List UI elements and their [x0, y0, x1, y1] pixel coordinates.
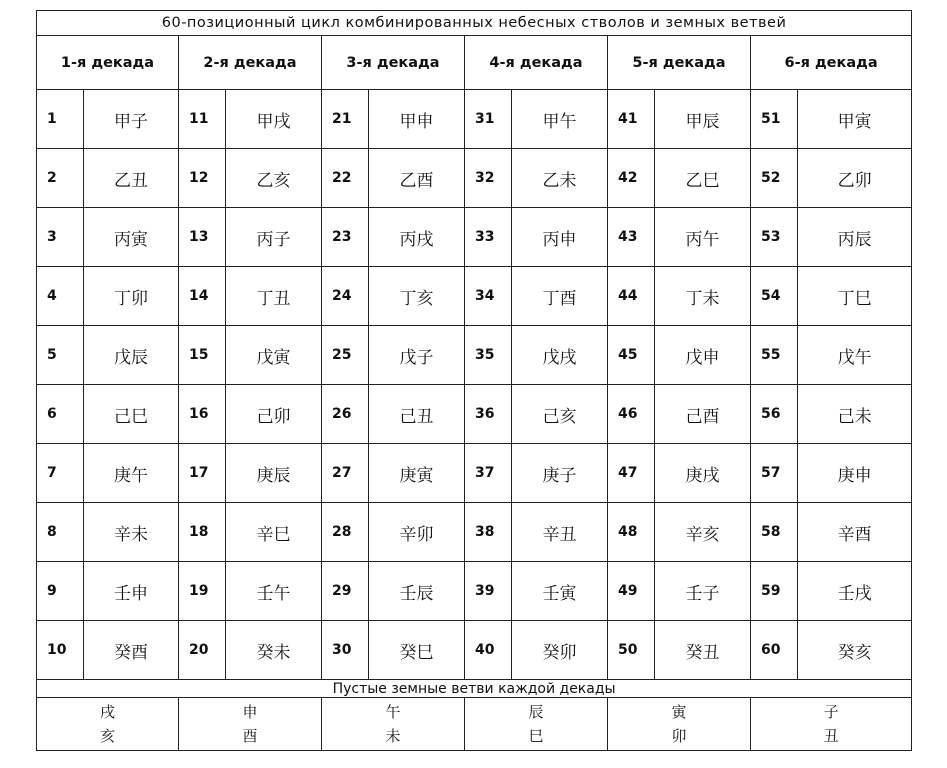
empty-branch: 卯: [671, 727, 687, 745]
cycle-number: 22: [322, 149, 369, 208]
stem-branch-pair: 甲辰: [655, 90, 751, 149]
cycle-number: 41: [608, 90, 655, 149]
stem-branch-pair: 癸未: [226, 621, 322, 680]
stem-branch-pair: 丁酉: [512, 267, 608, 326]
table-row: [37, 621, 912, 680]
stem-branch-pair: 壬寅: [512, 562, 608, 621]
cycle-number: 38: [465, 503, 512, 562]
stem-branch-pair: 己丑: [369, 385, 465, 444]
cycle-number: 11: [179, 90, 226, 149]
cycle-number: 3: [37, 208, 84, 267]
cycle-number: 5: [37, 326, 84, 385]
cycle-number: 20: [179, 621, 226, 680]
table-row: [37, 208, 912, 267]
cycle-number: 18: [179, 503, 226, 562]
empty-branch: 丑: [823, 727, 839, 745]
stem-branch-pair: 辛亥: [655, 503, 751, 562]
empty-branch-pair: [608, 698, 751, 751]
stem-branch-pair: 丙戌: [369, 208, 465, 267]
cycle-number: 52: [751, 149, 798, 208]
stem-branch-pair: 乙丑: [84, 149, 179, 208]
stem-branch-pair: 壬子: [655, 562, 751, 621]
stem-branch-pair: 丙寅: [84, 208, 179, 267]
stem-branch-pair: 甲申: [369, 90, 465, 149]
stem-branch-pair: 戊午: [798, 326, 912, 385]
cycle-number: 59: [751, 562, 798, 621]
cycle-number: 36: [465, 385, 512, 444]
cycle-number: 49: [608, 562, 655, 621]
cycle-number: 8: [37, 503, 84, 562]
cycle-number: 10: [37, 621, 84, 680]
table-title: 60-позиционный цикл комбинированных небесных стволов и земных ветвей: [37, 11, 912, 36]
cycle-number: 33: [465, 208, 512, 267]
stem-branch-pair: 己酉: [655, 385, 751, 444]
cycle-number: 24: [322, 267, 369, 326]
stem-branch-pair: 戊申: [655, 326, 751, 385]
stem-branch-pair: 丁亥: [369, 267, 465, 326]
cycle-number: 51: [751, 90, 798, 149]
stem-branch-pair: 戊辰: [84, 326, 179, 385]
stem-branch-pair: 甲寅: [798, 90, 912, 149]
stem-branch-pair: 癸巳: [369, 621, 465, 680]
cycle-number: 44: [608, 267, 655, 326]
table-row: [37, 385, 912, 444]
stem-branch-pair: 庚子: [512, 444, 608, 503]
stem-branch-pair: 癸酉: [84, 621, 179, 680]
empty-branch: 巳: [528, 727, 544, 745]
cycle-sheet: [36, 10, 911, 758]
cycle-number: 54: [751, 267, 798, 326]
cycle-number: 1: [37, 90, 84, 149]
stem-branch-pair: 己卯: [226, 385, 322, 444]
empty-branch: 午: [385, 703, 401, 721]
stem-branch-pair: 乙亥: [226, 149, 322, 208]
cycle-number: 9: [37, 562, 84, 621]
stem-branch-pair: 己巳: [84, 385, 179, 444]
stem-branch-pair: 丁巳: [798, 267, 912, 326]
stem-branch-pair: 癸卯: [512, 621, 608, 680]
stem-branch-pair: 己亥: [512, 385, 608, 444]
stem-branch-pair: 丁卯: [84, 267, 179, 326]
table-row: [37, 503, 912, 562]
table-row: [37, 562, 912, 621]
stem-branch-pair: 戊寅: [226, 326, 322, 385]
table-row: [37, 326, 912, 385]
stem-branch-pair: 乙卯: [798, 149, 912, 208]
stem-branch-pair: 甲戌: [226, 90, 322, 149]
stem-branch-pair: 辛未: [84, 503, 179, 562]
stem-branch-pair: 庚寅: [369, 444, 465, 503]
cycle-number: 2: [37, 149, 84, 208]
cycle-number: 29: [322, 562, 369, 621]
empty-branch: 子: [823, 703, 839, 721]
cycle-number: 45: [608, 326, 655, 385]
empty-branch-pair: [37, 698, 179, 751]
cycle-number: 57: [751, 444, 798, 503]
cycle-number: 37: [465, 444, 512, 503]
empty-branch: 寅: [671, 703, 687, 721]
cycle-number: 53: [751, 208, 798, 267]
stem-branch-pair: 庚戌: [655, 444, 751, 503]
cycle-number: 55: [751, 326, 798, 385]
decade-header: 6-я декада: [751, 36, 912, 90]
stem-branch-pair: 癸丑: [655, 621, 751, 680]
cycle-number: 23: [322, 208, 369, 267]
stem-branch-pair: 乙巳: [655, 149, 751, 208]
cycle-number: 48: [608, 503, 655, 562]
cycle-number: 43: [608, 208, 655, 267]
stem-branch-pair: 辛巳: [226, 503, 322, 562]
cycle-number: 31: [465, 90, 512, 149]
stem-branch-pair: 辛酉: [798, 503, 912, 562]
cycle-number: 4: [37, 267, 84, 326]
empty-branch: 辰: [528, 703, 544, 721]
stem-branch-pair: 壬午: [226, 562, 322, 621]
stem-branch-pair: 乙酉: [369, 149, 465, 208]
empty-branches-title: Пустые земные ветви каждой декады: [37, 680, 912, 698]
cycle-number: 32: [465, 149, 512, 208]
empty-branch-pair: [322, 698, 465, 751]
empty-branch: 戌: [99, 703, 115, 721]
cycle-number: 46: [608, 385, 655, 444]
decade-header: 4-я декада: [465, 36, 608, 90]
decade-header: 5-я декада: [608, 36, 751, 90]
cycle-number: 40: [465, 621, 512, 680]
stem-branch-pair: 辛卯: [369, 503, 465, 562]
empty-branch: 酉: [242, 727, 258, 745]
stem-branch-pair: 甲午: [512, 90, 608, 149]
stem-branch-pair: 丙午: [655, 208, 751, 267]
stem-branch-pair: 丙子: [226, 208, 322, 267]
cycle-number: 25: [322, 326, 369, 385]
cycle-number: 35: [465, 326, 512, 385]
stem-branch-pair: 庚辰: [226, 444, 322, 503]
table-row: [37, 444, 912, 503]
empty-branch: 亥: [99, 727, 115, 745]
stem-branch-pair: 壬申: [84, 562, 179, 621]
stem-branch-pair: 壬戌: [798, 562, 912, 621]
cycle-number: 28: [322, 503, 369, 562]
cycle-number: 47: [608, 444, 655, 503]
cycle-number: 26: [322, 385, 369, 444]
empty-branch-pair: [465, 698, 608, 751]
cycle-number: 42: [608, 149, 655, 208]
cycle-number: 12: [179, 149, 226, 208]
cycle-number: 6: [37, 385, 84, 444]
stem-branch-pair: 壬辰: [369, 562, 465, 621]
cycle-number: 7: [37, 444, 84, 503]
cycle-number: 16: [179, 385, 226, 444]
cycle-number: 30: [322, 621, 369, 680]
stem-branch-pair: 庚申: [798, 444, 912, 503]
cycle-number: 15: [179, 326, 226, 385]
cycle-number: 14: [179, 267, 226, 326]
stem-branch-pair: 甲子: [84, 90, 179, 149]
stem-branch-pair: 丙申: [512, 208, 608, 267]
cycle-number: 58: [751, 503, 798, 562]
decade-header: 3-я декада: [322, 36, 465, 90]
cycle-number: 39: [465, 562, 512, 621]
decade-header-row: [37, 36, 912, 90]
empty-branches-row: [37, 698, 912, 751]
cycle-number: 19: [179, 562, 226, 621]
stem-branch-pair: 戊戌: [512, 326, 608, 385]
cycle-number: 17: [179, 444, 226, 503]
table-row: [37, 149, 912, 208]
empty-branch: 申: [242, 703, 258, 721]
empty-branch: 未: [385, 727, 401, 745]
table-row: [37, 90, 912, 149]
cycle-number: 56: [751, 385, 798, 444]
cycle-number: 13: [179, 208, 226, 267]
cycle-number: 50: [608, 621, 655, 680]
empty-branch-pair: [751, 698, 912, 751]
cycle-number: 60: [751, 621, 798, 680]
stem-branch-pair: 癸亥: [798, 621, 912, 680]
stem-branch-pair: 辛丑: [512, 503, 608, 562]
stem-branch-pair: 乙未: [512, 149, 608, 208]
cycle-number: 27: [322, 444, 369, 503]
stem-branch-pair: 丁丑: [226, 267, 322, 326]
decade-header: 1-я декада: [37, 36, 179, 90]
stem-branch-pair: 己未: [798, 385, 912, 444]
table-row: [37, 267, 912, 326]
cycle-number: 34: [465, 267, 512, 326]
cycle-number: 21: [322, 90, 369, 149]
stem-branch-pair: 丁未: [655, 267, 751, 326]
stem-branch-pair: 丙辰: [798, 208, 912, 267]
decade-header: 2-я декада: [179, 36, 322, 90]
empty-branch-pair: [179, 698, 322, 751]
stem-branch-pair: 戊子: [369, 326, 465, 385]
sexagenary-cycle-table: [36, 10, 912, 751]
stem-branch-pair: 庚午: [84, 444, 179, 503]
